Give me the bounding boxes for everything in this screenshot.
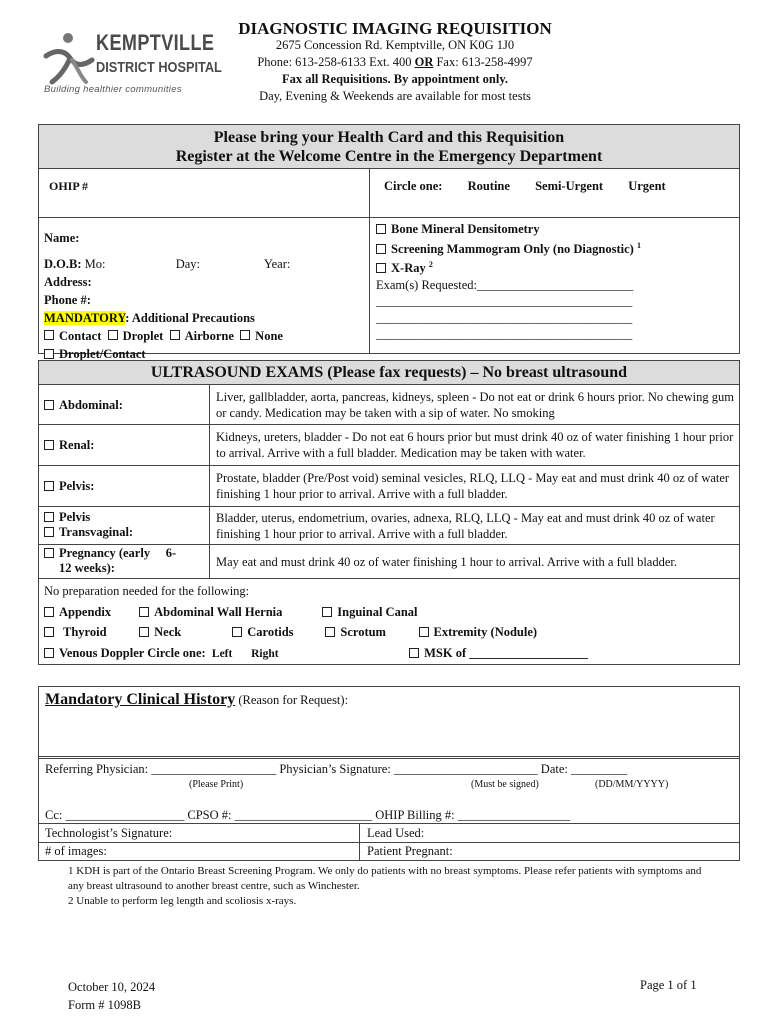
revision-date: October 10, 2024 — [68, 980, 156, 994]
clinical-title-note: (Reason for Request): — [235, 693, 349, 707]
phone-or: OR — [414, 55, 434, 69]
hernia-checkbox[interactable] — [139, 607, 149, 617]
venous-checkbox[interactable] — [44, 648, 54, 658]
xray-footnote-ref: 2 — [428, 260, 433, 270]
carotids-checkbox[interactable] — [232, 627, 242, 637]
precaution-none[interactable]: None — [240, 327, 283, 345]
np-extremity[interactable]: Extremity (Nodule) — [419, 622, 538, 643]
exams-requested-field[interactable]: Exam(s) Requested:_________________________ — [376, 277, 634, 292]
ultrasound-section — [38, 360, 740, 665]
patient-pregnant-field[interactable]: Patient Pregnant: — [367, 844, 453, 858]
np-carotids[interactable]: Carotids — [232, 622, 322, 643]
priority-routine[interactable]: Routine — [467, 179, 510, 193]
hospital-address: 2675 Concession Rd. Kemptville, ON K0G 1J0 — [275, 38, 515, 52]
pregnancy-checkbox[interactable] — [44, 548, 54, 558]
hospital-phone — [230, 54, 560, 71]
precaution-droplet-contact[interactable]: Droplet/Contact — [44, 345, 364, 363]
footnotes — [68, 864, 718, 909]
us-pelvis-desc: Prostate, bladder (Pre/Post void) seminal vesicles, RLQ, LLQ - May eat and must drink 40 oz of water finishing 1 hour prior to arrival. Arrive with a full bladder. — [216, 471, 730, 501]
form-revision — [68, 978, 155, 1014]
us-abdominal-option[interactable]: Abdominal: — [44, 398, 123, 413]
us-row-transvaginal — [39, 507, 739, 545]
exams-blank-line[interactable]: _________________________________________ — [376, 327, 633, 342]
precautions-label: : Additional Precautions — [125, 311, 255, 325]
venous-right[interactable]: Right — [251, 647, 279, 660]
xray-checkbox[interactable] — [376, 263, 386, 273]
patient-info-box — [38, 124, 740, 361]
neck-checkbox[interactable] — [139, 627, 149, 637]
logo-name-line2: DISTRICT HOSPITAL — [96, 59, 222, 76]
referring-physician-line[interactable]: Referring Physician: ____________________ Physician’s Signature: _______________________ Date: _________ — [45, 762, 628, 776]
contact-checkbox[interactable] — [44, 330, 54, 340]
logo-tagline: Building healthier communities — [44, 84, 182, 95]
us-renal-desc: Kidneys, ureters, bladder - Do not eat 6 hours prior but must drink 40 oz of water finishing 1 hour prior to arrival. Arrive with a full bladder. Medication may be taken with water. — [216, 430, 734, 460]
us-row-renal — [39, 425, 739, 466]
np-abdominal-wall-hernia[interactable]: Abdominal Wall Hernia — [139, 602, 319, 623]
cc-cpso-billing-line[interactable]: Cc: ___________________ CPSO #: ______________________ OHIP Billing #: __________________ — [45, 808, 571, 822]
us-tv-option[interactable]: Transvaginal: — [44, 525, 133, 540]
num-images-field[interactable]: # of images: — [45, 844, 107, 858]
page-title: DIAGNOSTIC IMAGING REQUISITION — [238, 19, 552, 38]
dob-year-label: Year: — [263, 257, 291, 271]
venous-left[interactable]: Left — [211, 647, 233, 660]
fax-note: Fax all Requisitions. By appointment only. — [281, 72, 509, 86]
precaution-droplet[interactable]: Droplet — [108, 327, 164, 345]
clinical-title: Mandatory Clinical History — [45, 691, 236, 708]
us-pregnancy-option[interactable]: Pregnancy (early 6- 12 weeks): — [44, 546, 176, 576]
mandatory-label: MANDATORY — [44, 311, 126, 325]
clinical-history-section — [38, 686, 740, 861]
hours-note: Day, Evening & Weekends are available for most tests — [259, 89, 531, 103]
phone-text: Phone: 613-258-6133 Ext. 400 — [257, 55, 415, 69]
exam-options — [376, 221, 736, 343]
extremity-checkbox[interactable] — [419, 627, 429, 637]
footnote-1: 1 KDH is part of the Ontario Breast Screening Program. We only do patients with no breast symptoms. Please refer patients with symptoms and any breast ultrasound to another breast centre, such as Winchester. — [68, 865, 702, 892]
banner-line1: Please bring your Health Card and this Requisition — [213, 129, 565, 146]
thyroid-checkbox[interactable] — [44, 627, 54, 637]
hospital-logo — [40, 26, 220, 104]
scrotum-checkbox[interactable] — [325, 627, 335, 637]
fax-text: Fax: 613-258-4997 — [433, 55, 533, 69]
airborne-checkbox[interactable] — [170, 330, 180, 340]
us-row-pregnancy — [39, 545, 739, 579]
dob-field[interactable] — [44, 255, 364, 273]
us-abdominal-desc: Liver, gallbladder, aorta, pancreas, kidneys, spleen - Do not eat or drink 6 hours prior. No chewing gum or candy. Medication may be taken with a sip of water. No smoking — [216, 390, 734, 420]
mammogram-footnote-ref: 1 — [636, 240, 641, 250]
priority-urgent[interactable]: Urgent — [628, 179, 666, 193]
droplet-contact-checkbox[interactable] — [44, 349, 54, 359]
precautions-options — [44, 327, 364, 345]
us-row-abdominal — [39, 385, 739, 425]
lead-used-field[interactable]: Lead Used: — [367, 826, 425, 840]
pelvis-checkbox[interactable] — [44, 481, 54, 491]
dob-month-label: Mo: — [84, 257, 106, 271]
date-format-hint: (DD/MM/YYYY) — [595, 779, 669, 790]
exam-mammogram[interactable]: Screening Mammogram Only (no Diagnostic) $^1$ — [376, 238, 736, 258]
droplet-checkbox[interactable] — [108, 330, 118, 340]
precaution-airborne[interactable]: Airborne — [170, 327, 234, 345]
np-msk[interactable]: MSK of ___________________ — [409, 643, 588, 664]
us-pelvis-option[interactable]: Pelvis: — [44, 479, 94, 494]
us-pelvis-tv-option[interactable]: Pelvis — [44, 510, 133, 525]
form-number: Form # 1098B — [68, 998, 141, 1012]
priority-selector — [384, 179, 688, 194]
clinical-history-field[interactable] — [45, 691, 348, 709]
inguinal-checkbox[interactable] — [322, 607, 332, 617]
us-renal-option[interactable]: Renal: — [44, 438, 94, 453]
address-field[interactable]: Address: — [44, 275, 92, 289]
us-pregnancy-desc: May eat and must drink 40 oz of water finishing 1 hour to arrival. Arrive with a full bladder. — [216, 555, 677, 569]
us-transvaginal-desc: Bladder, uterus, endometrium, ovaries, adnexa, RLQ, LLQ - May eat and must drink 40 oz of water finishing 1 hour prior to arrival. Arrive with a full bladder. — [216, 511, 715, 541]
ultrasound-title: ULTRASOUND EXAMS (Please fax requests) – No breast ultrasound — [39, 361, 739, 385]
no-prep-section — [44, 581, 734, 664]
pelvis-tv-checkbox[interactable] — [44, 512, 54, 522]
footnote-2: 2 Unable to perform leg length and scoliosis x-rays. — [68, 895, 297, 907]
renal-checkbox[interactable] — [44, 440, 54, 450]
page-number: Page 1 of 1 — [640, 978, 697, 992]
logo-name-line1: KEMPTVILLE — [96, 30, 215, 55]
np-venous-doppler[interactable]: Venous Doppler Circle one: Left Right — [44, 643, 406, 665]
appendix-checkbox[interactable] — [44, 607, 54, 617]
exams-blank-line[interactable]: _________________________________________ — [376, 294, 633, 309]
phone-field[interactable]: Phone #: — [44, 293, 91, 307]
patient-details — [44, 229, 364, 363]
abdominal-checkbox[interactable] — [44, 400, 54, 410]
dob-label: D.O.B: — [44, 257, 82, 271]
name-field[interactable]: Name: — [44, 231, 80, 245]
mandatory-precautions — [44, 309, 364, 327]
please-print-hint: (Please Print) — [189, 779, 244, 790]
transvaginal-checkbox[interactable] — [44, 527, 54, 537]
exam-xray[interactable]: X-Ray $^2$ — [376, 257, 736, 277]
ohip-field[interactable]: OHIP # — [49, 179, 89, 193]
np-appendix[interactable]: Appendix — [44, 602, 136, 623]
dob-day-label: Day: — [175, 257, 201, 271]
circle-one-label: Circle one: — [384, 179, 443, 193]
running-figure-logo-icon — [40, 30, 100, 86]
priority-semi-urgent[interactable]: Semi-Urgent — [535, 179, 604, 193]
bmd-checkbox[interactable] — [376, 224, 386, 234]
np-neck[interactable]: Neck — [139, 622, 229, 643]
no-prep-label: No preparation needed for the following: — [44, 584, 250, 598]
precaution-contact[interactable]: Contact — [44, 327, 101, 345]
us-transvaginal-option — [44, 510, 133, 540]
np-scrotum[interactable]: Scrotum — [325, 622, 415, 643]
msk-checkbox[interactable] — [409, 648, 419, 658]
np-thyroid[interactable]: Thyroid — [44, 622, 136, 643]
none-checkbox[interactable] — [240, 330, 250, 340]
us-row-pelvis — [39, 466, 739, 507]
np-inguinal-canal[interactable]: Inguinal Canal — [322, 602, 417, 623]
must-be-signed-hint: (Must be signed) — [471, 779, 539, 790]
banner-line2: Register at the Welcome Centre in the Emergency Department — [175, 148, 603, 165]
technologist-signature-field[interactable]: Technologist’s Signature: — [45, 826, 173, 840]
exam-bmd[interactable]: Bone Mineral Densitometry — [376, 221, 736, 238]
health-card-banner — [39, 125, 739, 169]
requisition-header — [230, 20, 560, 105]
exams-blank-line[interactable]: _________________________________________ — [376, 310, 633, 325]
mammogram-checkbox[interactable] — [376, 244, 386, 254]
pregnancy-label2: 12 weeks): — [59, 561, 115, 575]
